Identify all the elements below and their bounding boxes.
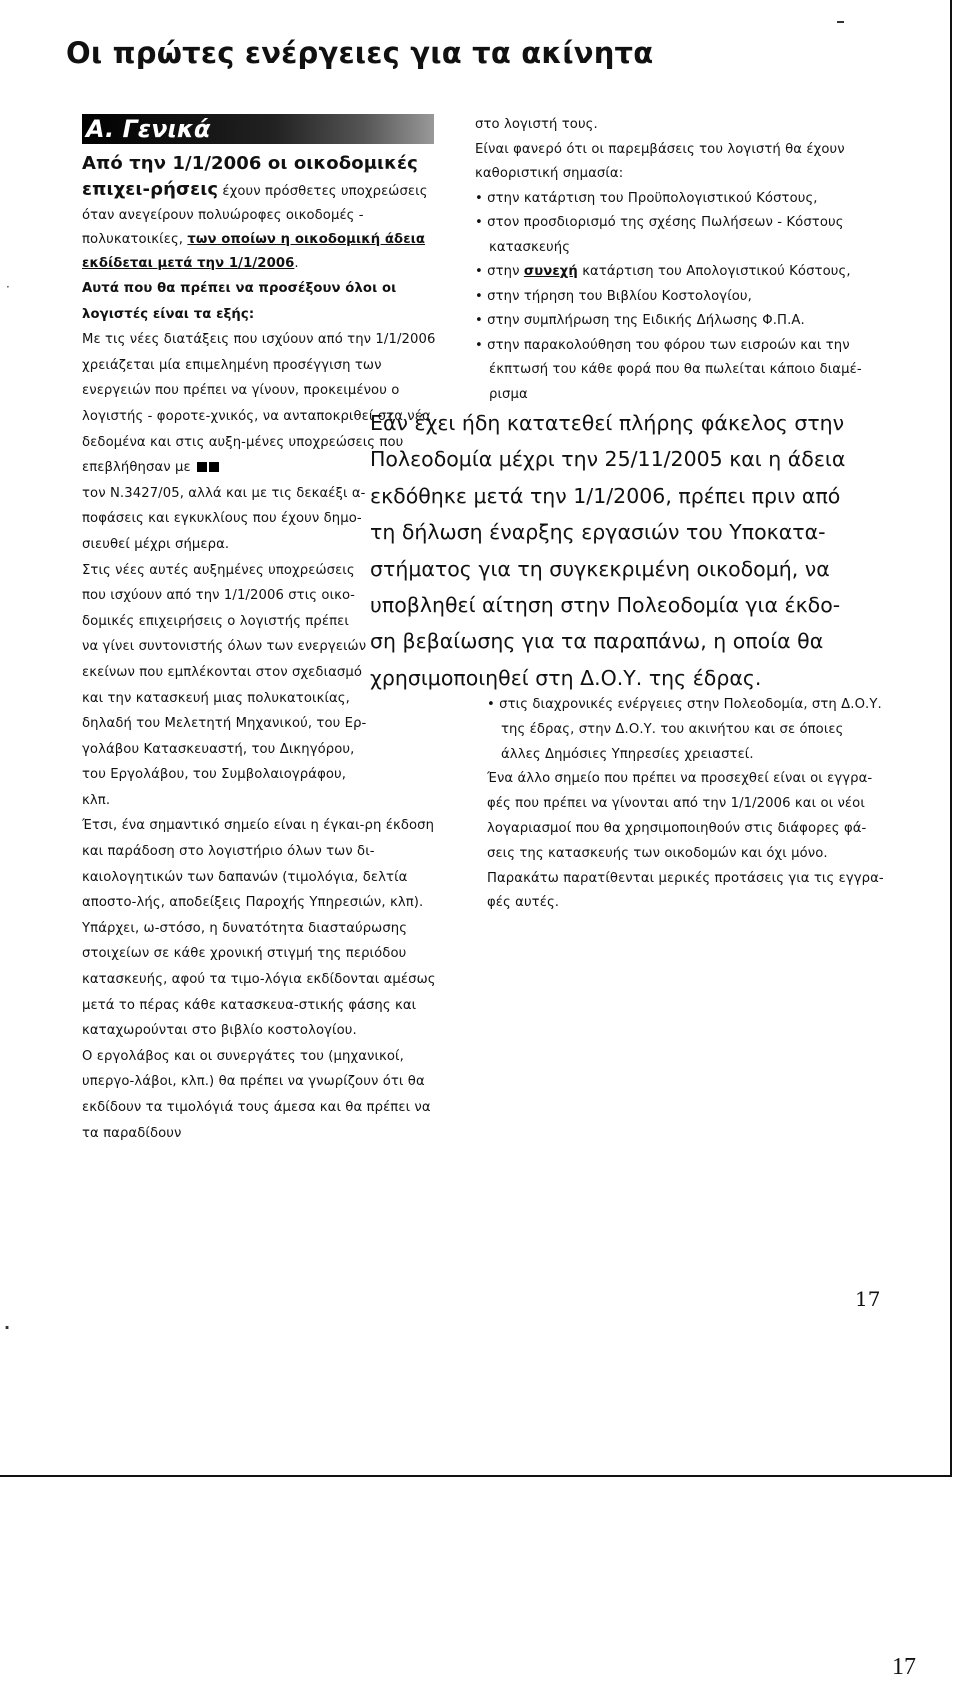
page-frame-bottom — [0, 1475, 952, 1477]
bullet-item: • στην παρακολούθηση του φόρου των εισροών και την έκπτωσή του κάθε φορά που θα πωλείται κάποιο διαμέ-ρισμα — [475, 337, 862, 402]
lead-paragraph: Από την 1/1/2006 οι οικοδομικές επιχει-ρήσεις έχουν πρόσθετες υποχρεώσεις όταν ανεγείρουν πολυώροφες οικοδομές - πολυκατοικίες, των οποίων η οικοδομική άδεια εκδίδεται μετά την 1/1/2006. — [82, 153, 428, 271]
paragraph: Ένα άλλο σημείο που πρέπει να προσεχθεί είναι οι εγγρα-φές που πρέπει να γίνονται από την 1/1/2006 και οι νέοι λογαριασμοί που θα χρησιμοποιηθούν στις διάφορες φά-σεις της κατασκευής των οικοδομών και όχι μόνο. — [487, 771, 873, 861]
scan-blot — [197, 462, 207, 472]
scan-mark: . — [4, 1314, 11, 1333]
scan-blot — [209, 462, 219, 472]
highlight-paragraph: Εάν έχει ήδη κατατεθεί πλήρης φάκελος στην Πολεοδομία μέχρι την 25/11/2005 και η άδεια εκδόθηκε μετά την 1/1/2006, πρέπει πριν από τη δήλωση έναρξης εργασιών του Υποκατα-στήματος για τη συγκεκριμένη οικοδομή, να υποβληθεί αίτηση στην Πολεοδομία για έκδο-ση βεβαίωσης για τα παραπάνω, η οποία θα χρησιμοποιηθεί στη Δ.Ο.Υ. της έδρας. — [370, 411, 846, 690]
right-bottom-column — [487, 693, 887, 916]
accountants-heading: Αυτά που θα πρέπει να προσέξουν όλοι οι λογιστές είναι τα εξής: — [82, 281, 397, 322]
paragraph: Είναι φανερό ότι οι παρεμβάσεις του λογιστή θα έχουν καθοριστική σημασία: — [475, 141, 845, 181]
right-top-column — [475, 113, 895, 407]
paragraph: στο λογιστή τους. — [475, 117, 598, 132]
bullet-item: • στον προσδιορισμό της σχέσης Πωλήσεων - Κόστους κατασκευής — [475, 215, 844, 255]
scan-mark: · — [6, 280, 10, 294]
section-label: A. Γενικά — [86, 115, 211, 143]
paragraph: Με τις νέες διατάξεις που ισχύουν από την 1/1/2006 χρειάζεται μία επιμελημένη προσέγγιση των ενεργειών που πρέπει να γίνουν, προκειμένου ο λογιστής - φοροτε-χνικός, να ανταποκριθεί στα νέα δεδομένα και στις αυξη-μένες υποχρεώσεις που επεβλήθησαν με — [82, 332, 436, 476]
paragraph: Στις νέες αυτές αυξημένες υποχρεώσεις που ισχύουν από την 1/1/2006 στις οικο-δομικές επιχειρήσεις ο λογιστής πρέπει να γίνει συντονιστής όλων των ενεργειών εκείνων που εμπλέκονται στον σχεδιασμό και την κατασκευή μιας πολυκατοικίας, δηλαδή του Μελετητή Μηχανικού, του Ερ-γολάβου Κατασκευαστή, του Δικηγόρου, του Εργολάβου, του Συμβολαιογράφου, κλπ. — [82, 562, 367, 808]
paragraph: Ο εργολάβος και οι συνεργάτες του (μηχανικοί, υπεργο-λάβοι, κλπ.) θα πρέπει να γνωρίζουν ότι θα εκδίδουν τα τιμολόγιά τους άμεσα και θα πρέπει να τα παραδίδουν — [82, 1048, 431, 1141]
page-title: Οι πρώτες ενέργειες για τα ακίνητα — [66, 36, 654, 70]
page-number: 17 — [892, 1654, 916, 1680]
lead-bold: Από την 1/1/2006 οι οικοδομικές επιχει-ρήσεις — [82, 153, 418, 200]
paragraph: τον Ν.3427/05, αλλά και με τις δεκαέξι α-ποφάσεις και εγκυκλίους που έχουν δημο-σιευθεί μέχρι σήμερα. — [82, 485, 366, 552]
lead-underlined: των οποίων η οικοδομική άδεια εκδίδεται μετά την 1/1/2006 — [82, 232, 426, 271]
bullet-item: • στην τήρηση του Βιβλίου Κοστολογίου, — [475, 288, 752, 304]
bullet-item: • στην συνεχή κατάρτιση του Απολογιστικού Κόστους, — [475, 264, 851, 279]
underlined-word: συνεχή — [523, 264, 578, 279]
bullet-item: • στις διαχρονικές ενέργειες στην Πολεοδομία, στη Δ.Ο.Υ. της έδρας, στην Δ.Ο.Υ. του ακινήτου και σε όποιες άλλες Δημόσιες Υπηρεσίες χρειαστεί. — [487, 697, 882, 762]
paragraph: Έτσι, ένα σημαντικό σημείο είναι η έγκαι-ρη έκδοση και παράδοση στο λογιστήριο όλων των δι-καιολογητικών των δαπανών (τιμολόγια, δελτία αποστο-λής, αποδείξεις Παροχής Υπηρεσιών, κλπ). Υπάρχει, ω-στόσο, η δυνατότητα διασταύρωσης στοιχείων σε κάθε χρονική στιγμή της περιόδου κατασκευής, αφού τα τιμο-λόγια εκδίδονται αμέσως μετά το πέρας κάθε κατασκευα-στικής φάσης και καταχωρούνται στο βιβλίο κοστολογίου. — [82, 818, 436, 1039]
paragraph: Παρακάτω παρατίθενται μερικές προτάσεις για τις εγγρα-φές αυτές. — [487, 870, 884, 911]
page-frame-right — [950, 0, 952, 1475]
bullet-item: • στην κατάρτιση του Προϋπολογιστικού Κόστους, — [475, 190, 818, 206]
lead-text: έχουν πρόσθετες υποχρεώσεις όταν ανεγείρουν πολυώροφες οικοδομές - πολυκατοικίες, — [82, 184, 428, 247]
handwritten-page-number: 17 — [855, 1287, 881, 1311]
bullet-item: • στην συμπλήρωση της Ειδικής Δήλωσης Φ.Π.Α. — [475, 313, 805, 328]
scan-mark — [837, 21, 844, 23]
